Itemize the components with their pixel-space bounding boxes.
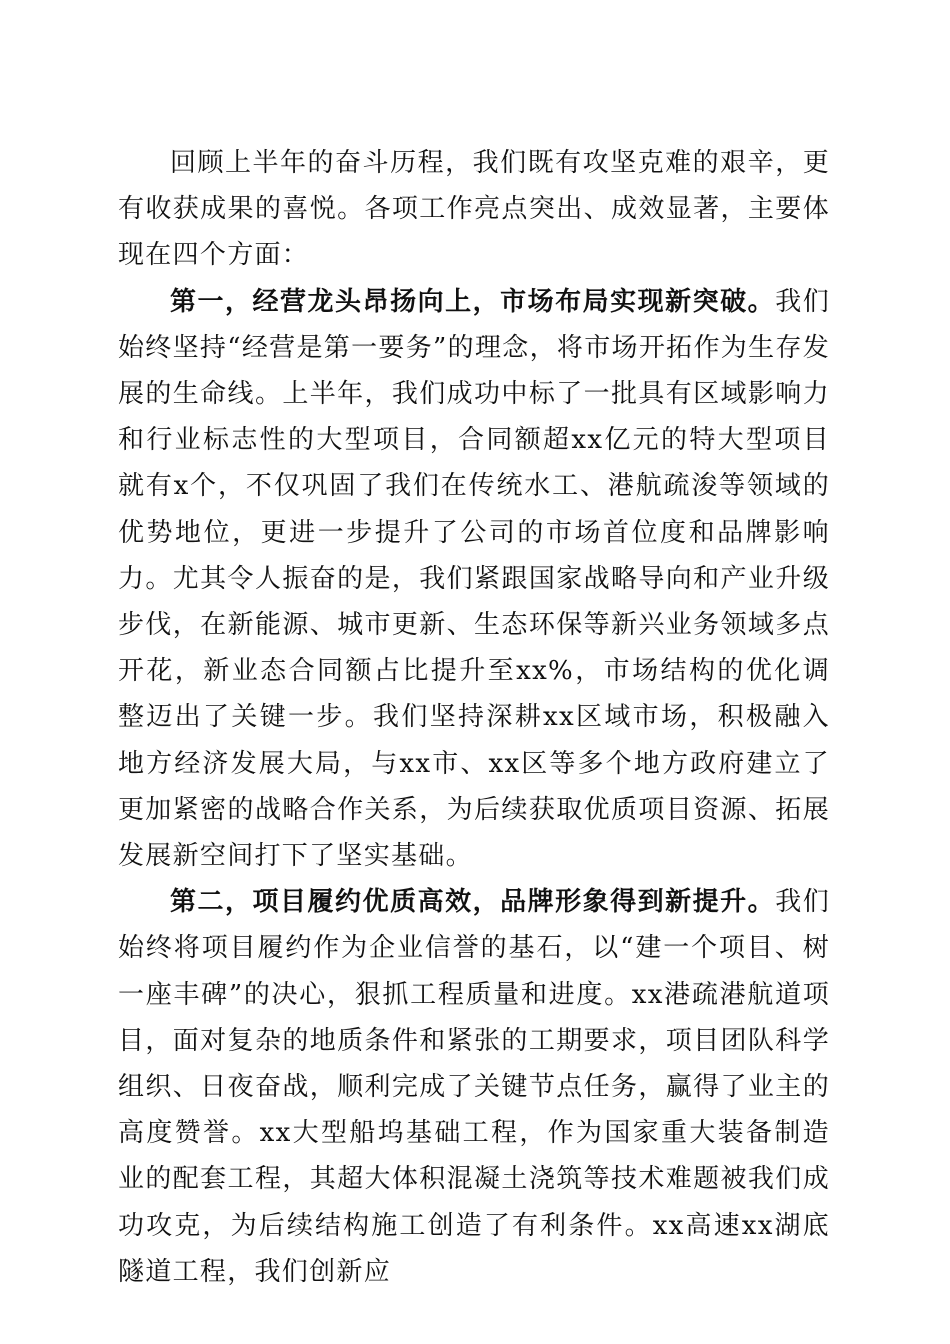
paragraph-first-point-text: 我们始终坚持“经营是第一要务”的理念，将市场开拓作为生存发展的生命线。上半年，我们成功中标了一批具有区域影响力和行业标志性的大型项目，合同额超xx亿元的特大型项目就有x个，不仅巩固了我们在传统水工、港航疏浚等领域的优势地位，更进一步提升了公司的市场首位度和品牌影响力。尤其令人振奋的是，我们紧跟国家战略导向和产业升级步伐，在新能源、城市更新、生态环保等新兴业务领域多点开花，新业态合同额占比提升至xx%，市场结构的优化调整迈出了关键一步。我们坚持深耕xx区域市场，积极融入地方经济发展大局，与xx市、xx区等多个地方政府建立了更加紧密的战略合作关系，为后续获取优质项目资源、拓展发展新空间打下了坚实基础。 (118, 286, 830, 872)
paragraph-first-point (118, 279, 830, 880)
paragraph-second-point-heading: 第二，项目履约优质高效，品牌形象得到新提升。 (170, 887, 776, 918)
document-body (118, 140, 830, 1295)
paragraph-second-point (118, 879, 830, 1295)
paragraph-intro-text: 回顾上半年的奋斗历程，我们既有攻坚克难的艰辛，更有收获成果的喜悦。各项工作亮点突出、成效显著，主要体现在四个方面： (118, 148, 830, 271)
paragraph-intro (118, 140, 830, 279)
paragraph-second-point-text: 我们始终将项目履约作为企业信誉的基石，以“建一个项目、树一座丰碑”的决心，狠抓工程质量和进度。xx港疏港航道项目，面对复杂的地质条件和紧张的工期要求，项目团队科学组织、日夜奋战，顺利完成了关键节点任务，赢得了业主的高度赞誉。xx大型船坞基础工程，作为国家重大装备制造业的配套工程，其超大体积混凝土浇筑等技术难题被我们成功攻克，为后续结构施工创造了有利条件。xx高速xx湖底隧道工程，我们创新应 (118, 887, 830, 1287)
paragraph-first-point-heading: 第一，经营龙头昂扬向上，市场布局实现新突破。 (170, 286, 776, 317)
